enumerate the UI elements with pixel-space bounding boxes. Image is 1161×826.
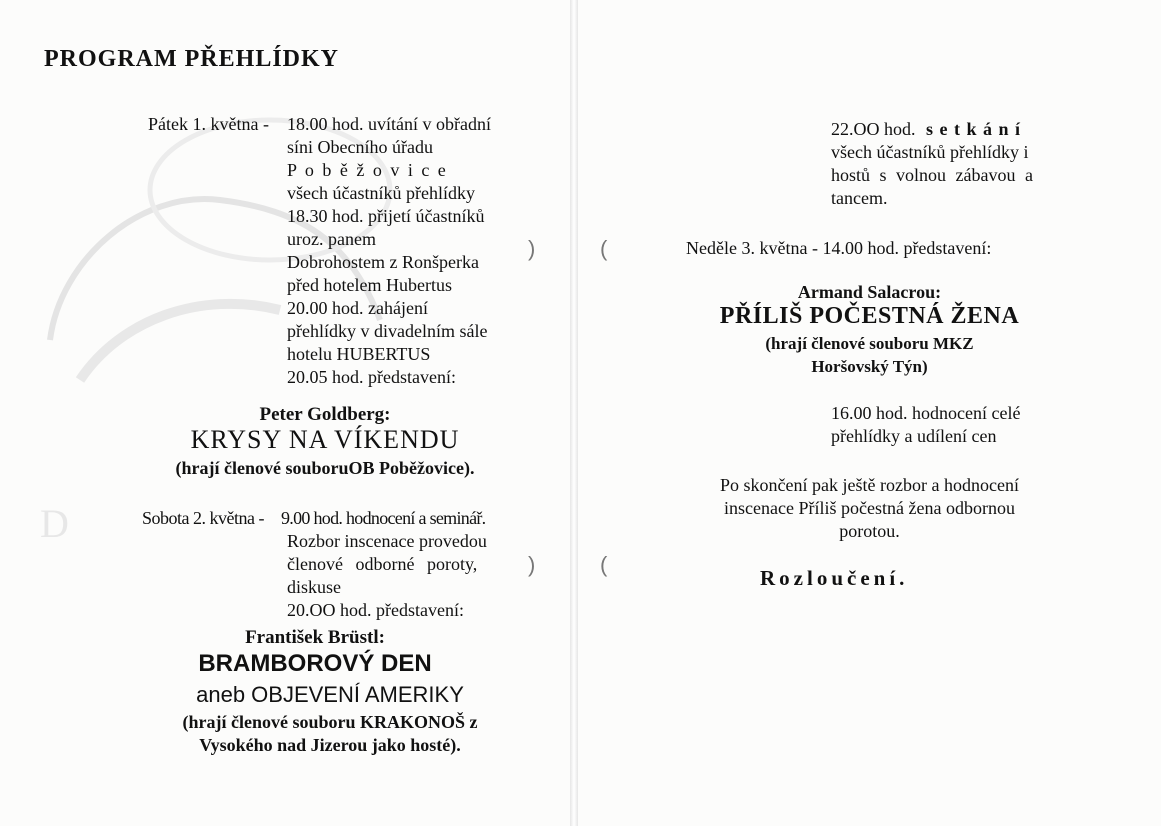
schedule-line: členové odborné poroty, (287, 554, 478, 574)
meeting-word: s e t k á n í (926, 119, 1022, 139)
meeting-line: tancem. (831, 188, 888, 208)
schedule-line: hotelu HUBERTUS (287, 344, 431, 364)
play3-cast-line1: (hrají členové souboru MKZ (765, 334, 974, 353)
meeting-block (831, 118, 1033, 210)
show-through-text: D (40, 501, 69, 546)
page-title: PROGRAM PŘEHLÍDKY (44, 46, 339, 72)
play1-title: KRYSY NA VÍKENDU (190, 425, 460, 454)
evaluation-line: 16.00 hod. hodnocení celé (831, 403, 1021, 423)
hole-punch-mark: ) (528, 552, 536, 577)
play1-cast: (hrají členové souboruOB Poběžovice). (175, 458, 475, 478)
evaluation-block (831, 402, 1020, 448)
schedule-line: P o b ě ž o v i c e (287, 160, 448, 180)
play3-cast-line2: Horšovský Týn) (811, 357, 928, 376)
evaluation-line: přehlídky a udílení cen (831, 426, 997, 446)
play2-cast-line2: Vysokého nad Jizerou jako hosté). (199, 735, 461, 755)
play3-author: Armand Salacrou: (797, 282, 942, 302)
schedule-line: přehlídky v divadelním sále (287, 321, 488, 341)
schedule-line: uroz. panem (287, 229, 376, 249)
schedule-line: diskuse (287, 577, 341, 597)
play1-author: Peter Goldberg: (259, 404, 391, 425)
play2-author: František Brüstl: (245, 627, 385, 648)
page-fold (570, 0, 578, 826)
schedule-line: 20.05 hod. představení: (287, 367, 456, 387)
schedule-line: Dobrohostem z Ronšperka (287, 252, 479, 272)
play2-subtitle: aneb OBJEVENÍ AMERIKY (196, 682, 464, 707)
closing-line: inscenace Příliš počestná žena odbornou (724, 498, 1015, 518)
closing-line: porotou. (839, 521, 900, 541)
schedule-line: 18.30 hod. přijetí účastníků (287, 206, 485, 226)
meeting-line: všech účastníků přehlídky i (831, 142, 1029, 162)
schedule-line: 18.00 hod. uvítání v obřadní (287, 114, 491, 134)
schedule-line: 20.OO hod. představení: (287, 600, 464, 620)
schedule-line: Rozbor inscenace provedou (287, 531, 487, 551)
hole-punch-mark: ( (600, 236, 608, 261)
closing-line: Po skončení pak ještě rozbor a hodnocení (720, 475, 1019, 495)
schedule-line: před hotelem Hubertus (287, 275, 452, 295)
play2-title: BRAMBOROVÝ DEN (198, 650, 432, 677)
saturday-schedule (287, 530, 487, 622)
friday-schedule (287, 113, 491, 389)
left-page (0, 0, 570, 826)
schedule-line: všech účastníků přehlídky (287, 183, 475, 203)
meeting-line: hostů s volnou zábavou a (831, 165, 1033, 185)
hole-punch-mark: ) (528, 236, 536, 261)
friday-label: Pátek 1. května - (148, 114, 269, 134)
play2-cast-line1: (hrají členové souboru KRAKONOŠ z (182, 712, 478, 732)
schedule-line: síni Obecního úřadu (287, 137, 433, 157)
right-page (578, 0, 1161, 826)
sunday-line: Neděle 3. května - 14.00 hod. představení: (686, 238, 992, 258)
meeting-line (831, 118, 1033, 141)
farewell: Rozloučení. (760, 566, 909, 590)
saturday-first-line: 9.00 hod. hodnocení a seminář. (281, 508, 486, 528)
play3-title: PŘÍLIŠ POČESTNÁ ŽENA (719, 303, 1020, 329)
meeting-time: 22.OO hod. (831, 119, 916, 139)
schedule-line: 20.00 hod. zahájení (287, 298, 428, 318)
hole-punch-mark: ( (600, 552, 608, 577)
saturday-label: Sobota 2. května - (142, 508, 264, 528)
closing-block (578, 474, 1161, 543)
